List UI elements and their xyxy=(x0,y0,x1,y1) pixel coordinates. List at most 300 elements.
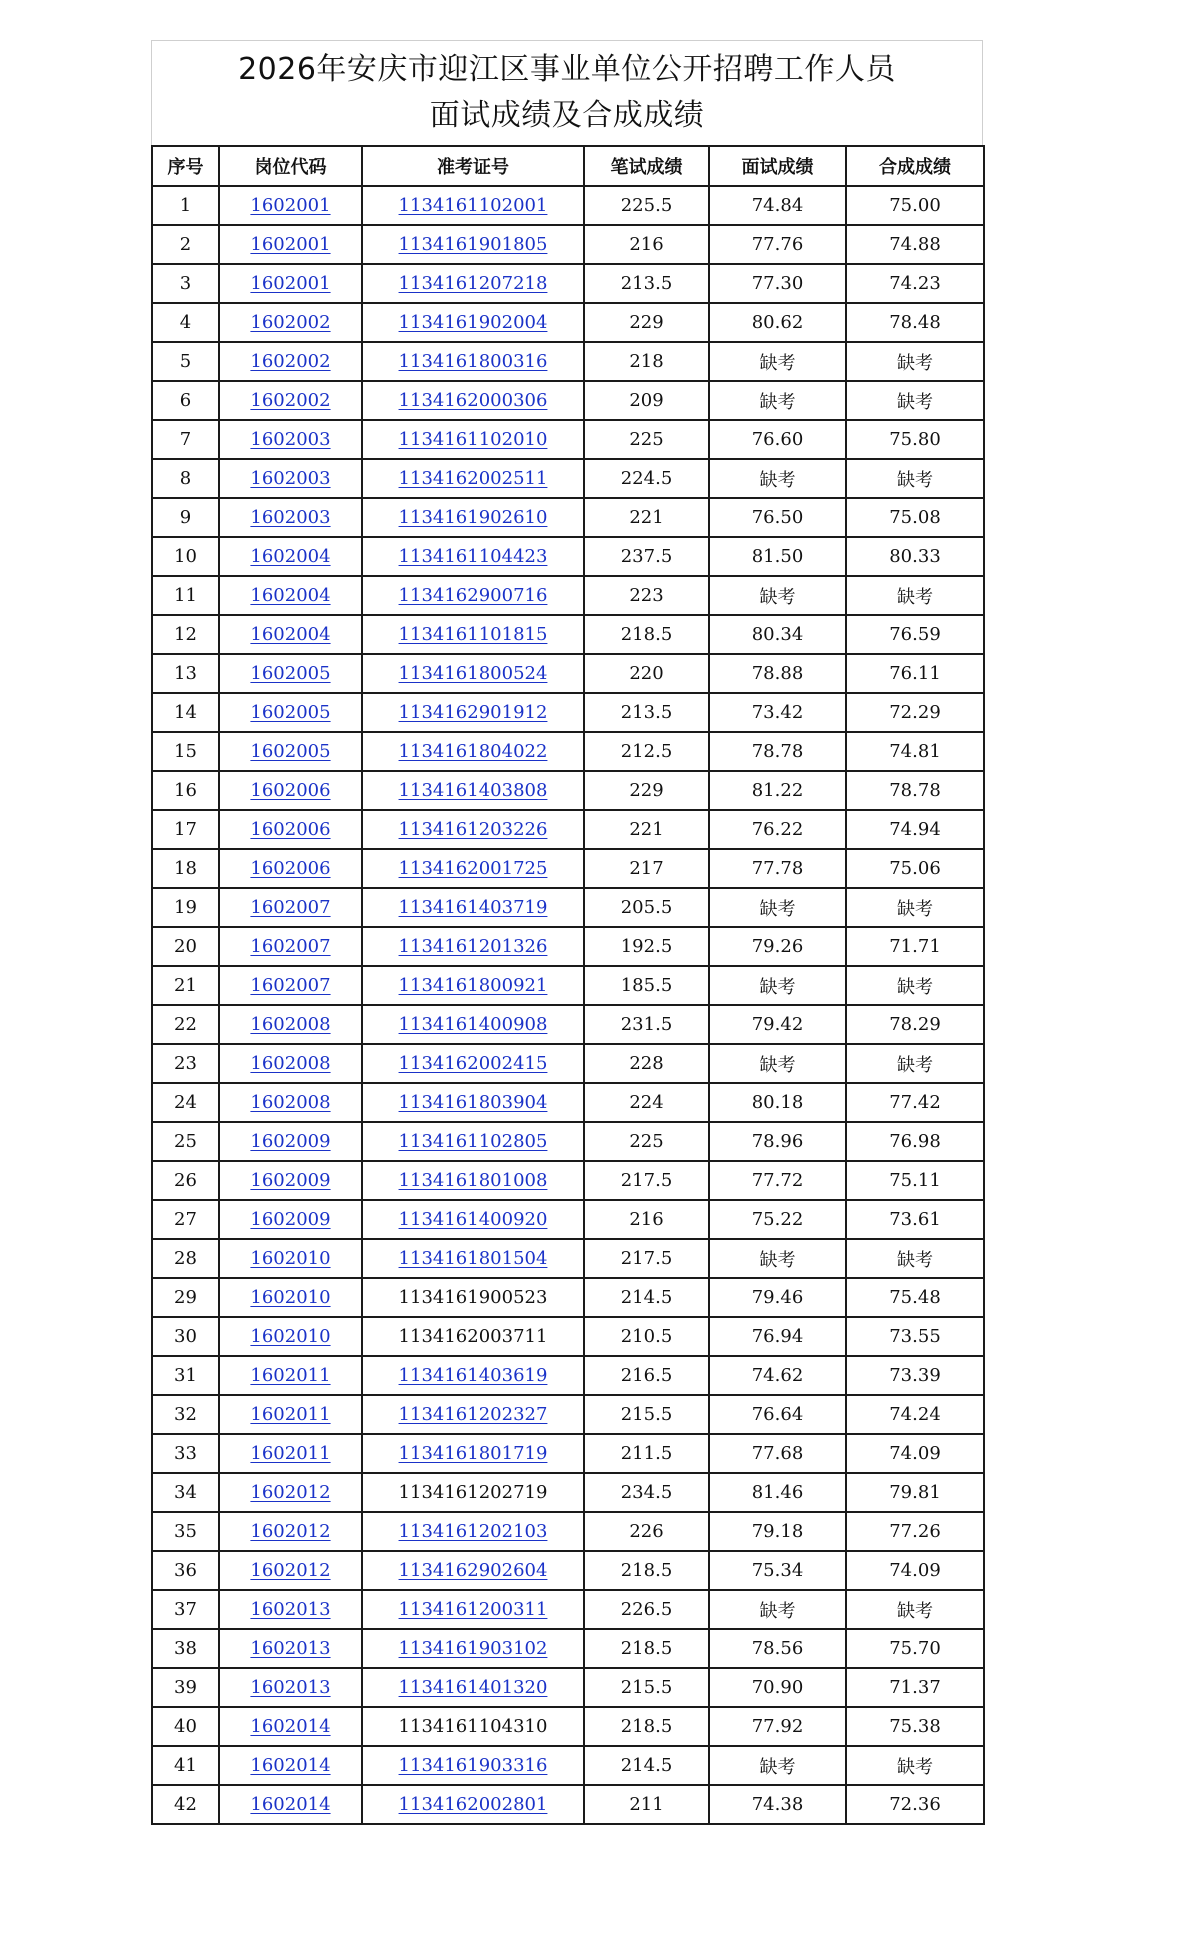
post-code-link[interactable]: 1602011 xyxy=(219,1434,362,1473)
title-line-1: 2026年安庆市迎江区事业单位公开招聘工作人员 xyxy=(238,52,896,87)
total-score-cell: 74.23 xyxy=(846,264,984,303)
total-score-cell: 76.98 xyxy=(846,1122,984,1161)
ticket-number-link[interactable]: 1134161801008 xyxy=(362,1161,584,1200)
table-row xyxy=(152,615,984,654)
serial-number-cell: 15 xyxy=(152,732,219,771)
post-code-link[interactable]: 1602012 xyxy=(219,1512,362,1551)
ticket-number-cell: 1134161104310 xyxy=(362,1707,584,1746)
written-score-cell: 225.5 xyxy=(584,186,709,225)
written-score-cell: 205.5 xyxy=(584,888,709,927)
written-score-cell: 215.5 xyxy=(584,1668,709,1707)
interview-score-cell: 76.94 xyxy=(709,1317,846,1356)
written-score-cell: 237.5 xyxy=(584,537,709,576)
written-score-cell: 228 xyxy=(584,1044,709,1083)
serial-number-cell: 41 xyxy=(152,1746,219,1785)
written-score-cell: 234.5 xyxy=(584,1473,709,1512)
total-score-cell: 缺考 xyxy=(846,1239,984,1278)
interview-score-cell: 75.34 xyxy=(709,1551,846,1590)
written-score-cell: 224 xyxy=(584,1083,709,1122)
post-code-link[interactable]: 1602008 xyxy=(219,1044,362,1083)
ticket-number-cell: 1134161900523 xyxy=(362,1278,584,1317)
written-score-cell: 217.5 xyxy=(584,1161,709,1200)
table-row xyxy=(152,1746,984,1785)
interview-score-cell: 81.22 xyxy=(709,771,846,810)
post-code-link[interactable]: 1602011 xyxy=(219,1356,362,1395)
post-code-link[interactable]: 1602006 xyxy=(219,849,362,888)
post-code-link[interactable]: 1602009 xyxy=(219,1200,362,1239)
total-score-cell: 75.48 xyxy=(846,1278,984,1317)
written-score-cell: 216 xyxy=(584,1200,709,1239)
ticket-number-cell: 1134162003711 xyxy=(362,1317,584,1356)
table-row xyxy=(152,264,984,303)
post-code-link[interactable]: 1602003 xyxy=(219,459,362,498)
written-score-cell: 226 xyxy=(584,1512,709,1551)
total-score-cell: 75.80 xyxy=(846,420,984,459)
post-code-link[interactable]: 1602014 xyxy=(219,1746,362,1785)
total-score-cell: 79.81 xyxy=(846,1473,984,1512)
interview-score-cell: 缺考 xyxy=(709,381,846,420)
table-row xyxy=(152,693,984,732)
written-score-cell: 210.5 xyxy=(584,1317,709,1356)
interview-score-cell: 缺考 xyxy=(709,888,846,927)
ticket-number-link[interactable]: 1134162901912 xyxy=(362,693,584,732)
interview-score-cell: 79.46 xyxy=(709,1278,846,1317)
ticket-number-link[interactable]: 1134162902604 xyxy=(362,1551,584,1590)
serial-number-cell: 9 xyxy=(152,498,219,537)
ticket-number-link[interactable]: 1134162002801 xyxy=(362,1785,584,1824)
interview-score-cell: 78.78 xyxy=(709,732,846,771)
written-score-cell: 229 xyxy=(584,303,709,342)
ticket-number-link[interactable]: 1134161901805 xyxy=(362,225,584,264)
serial-number-cell: 5 xyxy=(152,342,219,381)
table-row xyxy=(152,966,984,1005)
written-score-cell: 212.5 xyxy=(584,732,709,771)
table-row xyxy=(152,498,984,537)
total-score-cell: 74.88 xyxy=(846,225,984,264)
post-code-link[interactable]: 1602002 xyxy=(219,381,362,420)
serial-number-cell: 8 xyxy=(152,459,219,498)
serial-number-cell: 36 xyxy=(152,1551,219,1590)
total-score-cell: 缺考 xyxy=(846,1746,984,1785)
header-serial-number: 序号 xyxy=(152,146,219,186)
written-score-cell: 209 xyxy=(584,381,709,420)
total-score-cell: 缺考 xyxy=(846,459,984,498)
written-score-cell: 218 xyxy=(584,342,709,381)
scores-table xyxy=(151,145,985,1825)
total-score-cell: 缺考 xyxy=(846,1044,984,1083)
serial-number-cell: 35 xyxy=(152,1512,219,1551)
post-code-link[interactable]: 1602013 xyxy=(219,1590,362,1629)
post-code-link[interactable]: 1602009 xyxy=(219,1122,362,1161)
post-code-link[interactable]: 1602012 xyxy=(219,1551,362,1590)
post-code-link[interactable]: 1602006 xyxy=(219,771,362,810)
written-score-cell: 217 xyxy=(584,849,709,888)
table-row xyxy=(152,888,984,927)
table-row xyxy=(152,1551,984,1590)
header-written-score: 笔试成绩 xyxy=(584,146,709,186)
ticket-number-link[interactable]: 1134161801504 xyxy=(362,1239,584,1278)
serial-number-cell: 21 xyxy=(152,966,219,1005)
interview-score-cell: 缺考 xyxy=(709,342,846,381)
serial-number-cell: 14 xyxy=(152,693,219,732)
ticket-number-link[interactable]: 1134161903316 xyxy=(362,1746,584,1785)
total-score-cell: 72.29 xyxy=(846,693,984,732)
serial-number-cell: 2 xyxy=(152,225,219,264)
post-code-link[interactable]: 1602010 xyxy=(219,1317,362,1356)
ticket-number-link[interactable]: 1134161200311 xyxy=(362,1590,584,1629)
post-code-link[interactable]: 1602005 xyxy=(219,693,362,732)
serial-number-cell: 11 xyxy=(152,576,219,615)
table-row xyxy=(152,1239,984,1278)
interview-score-cell: 缺考 xyxy=(709,1590,846,1629)
post-code-link[interactable]: 1602013 xyxy=(219,1629,362,1668)
ticket-number-link[interactable]: 1134161102001 xyxy=(362,186,584,225)
ticket-number-link[interactable]: 1134161401320 xyxy=(362,1668,584,1707)
table-row xyxy=(152,849,984,888)
post-code-link[interactable]: 1602007 xyxy=(219,888,362,927)
interview-score-cell: 76.64 xyxy=(709,1395,846,1434)
document-title xyxy=(151,40,983,145)
total-score-cell: 74.09 xyxy=(846,1551,984,1590)
interview-score-cell: 74.38 xyxy=(709,1785,846,1824)
post-code-link[interactable]: 1602012 xyxy=(219,1473,362,1512)
table-row xyxy=(152,1005,984,1044)
written-score-cell: 218.5 xyxy=(584,615,709,654)
total-score-cell: 76.11 xyxy=(846,654,984,693)
post-code-link[interactable]: 1602004 xyxy=(219,537,362,576)
serial-number-cell: 25 xyxy=(152,1122,219,1161)
serial-number-cell: 28 xyxy=(152,1239,219,1278)
table-row xyxy=(152,927,984,966)
total-score-cell: 78.29 xyxy=(846,1005,984,1044)
post-code-link[interactable]: 1602005 xyxy=(219,732,362,771)
post-code-link[interactable]: 1602003 xyxy=(219,498,362,537)
post-code-link[interactable]: 1602005 xyxy=(219,654,362,693)
serial-number-cell: 33 xyxy=(152,1434,219,1473)
interview-score-cell: 缺考 xyxy=(709,1239,846,1278)
table-row xyxy=(152,1083,984,1122)
ticket-number-link[interactable]: 1134161800921 xyxy=(362,966,584,1005)
written-score-cell: 223 xyxy=(584,576,709,615)
written-score-cell: 217.5 xyxy=(584,1239,709,1278)
written-score-cell: 224.5 xyxy=(584,459,709,498)
ticket-number-link[interactable]: 1134161902610 xyxy=(362,498,584,537)
post-code-link[interactable]: 1602014 xyxy=(219,1707,362,1746)
total-score-cell: 74.09 xyxy=(846,1434,984,1473)
table-row xyxy=(152,1317,984,1356)
written-score-cell: 225 xyxy=(584,1122,709,1161)
ticket-number-link[interactable]: 1134161902004 xyxy=(362,303,584,342)
table-row xyxy=(152,1434,984,1473)
table-row xyxy=(152,1707,984,1746)
table-row xyxy=(152,1473,984,1512)
ticket-number-link[interactable]: 1134161403808 xyxy=(362,771,584,810)
written-score-cell: 214.5 xyxy=(584,1278,709,1317)
total-score-cell: 77.42 xyxy=(846,1083,984,1122)
total-score-cell: 76.59 xyxy=(846,615,984,654)
table-row xyxy=(152,654,984,693)
interview-score-cell: 缺考 xyxy=(709,576,846,615)
table-row xyxy=(152,1590,984,1629)
interview-score-cell: 76.50 xyxy=(709,498,846,537)
serial-number-cell: 10 xyxy=(152,537,219,576)
serial-number-cell: 13 xyxy=(152,654,219,693)
interview-score-cell: 79.18 xyxy=(709,1512,846,1551)
serial-number-cell: 3 xyxy=(152,264,219,303)
post-code-link[interactable]: 1602006 xyxy=(219,810,362,849)
ticket-number-link[interactable]: 1134161804022 xyxy=(362,732,584,771)
total-score-cell: 80.33 xyxy=(846,537,984,576)
interview-score-cell: 80.18 xyxy=(709,1083,846,1122)
table-header-row xyxy=(152,146,984,186)
table-row xyxy=(152,537,984,576)
total-score-cell: 缺考 xyxy=(846,1590,984,1629)
interview-score-cell: 78.56 xyxy=(709,1629,846,1668)
serial-number-cell: 20 xyxy=(152,927,219,966)
interview-score-cell: 80.34 xyxy=(709,615,846,654)
post-code-link[interactable]: 1602004 xyxy=(219,615,362,654)
table-body xyxy=(152,186,984,1824)
total-score-cell: 缺考 xyxy=(846,342,984,381)
serial-number-cell: 18 xyxy=(152,849,219,888)
table-row xyxy=(152,303,984,342)
interview-score-cell: 70.90 xyxy=(709,1668,846,1707)
results-document xyxy=(151,40,983,1825)
table-row xyxy=(152,576,984,615)
total-score-cell: 74.24 xyxy=(846,1395,984,1434)
serial-number-cell: 16 xyxy=(152,771,219,810)
written-score-cell: 216 xyxy=(584,225,709,264)
interview-score-cell: 77.68 xyxy=(709,1434,846,1473)
ticket-number-link[interactable]: 1134161101815 xyxy=(362,615,584,654)
post-code-link[interactable]: 1602001 xyxy=(219,264,362,303)
written-score-cell: 213.5 xyxy=(584,693,709,732)
total-score-cell: 75.11 xyxy=(846,1161,984,1200)
interview-score-cell: 81.50 xyxy=(709,537,846,576)
written-score-cell: 221 xyxy=(584,810,709,849)
table-row xyxy=(152,732,984,771)
written-score-cell: 229 xyxy=(584,771,709,810)
written-score-cell: 192.5 xyxy=(584,927,709,966)
ticket-number-link[interactable]: 1134161800524 xyxy=(362,654,584,693)
header-interview-score: 面试成绩 xyxy=(709,146,846,186)
serial-number-cell: 31 xyxy=(152,1356,219,1395)
total-score-cell: 75.08 xyxy=(846,498,984,537)
post-code-link[interactable]: 1602001 xyxy=(219,186,362,225)
written-score-cell: 218.5 xyxy=(584,1551,709,1590)
interview-score-cell: 73.42 xyxy=(709,693,846,732)
table-row xyxy=(152,810,984,849)
total-score-cell: 缺考 xyxy=(846,381,984,420)
serial-number-cell: 30 xyxy=(152,1317,219,1356)
interview-score-cell: 79.42 xyxy=(709,1005,846,1044)
written-score-cell: 220 xyxy=(584,654,709,693)
serial-number-cell: 12 xyxy=(152,615,219,654)
table-row xyxy=(152,1785,984,1824)
interview-score-cell: 74.84 xyxy=(709,186,846,225)
ticket-number-link[interactable]: 1134161203226 xyxy=(362,810,584,849)
total-score-cell: 74.94 xyxy=(846,810,984,849)
ticket-number-link[interactable]: 1134161400920 xyxy=(362,1200,584,1239)
table-row xyxy=(152,1395,984,1434)
total-score-cell: 77.26 xyxy=(846,1512,984,1551)
interview-score-cell: 80.62 xyxy=(709,303,846,342)
ticket-number-link[interactable]: 1134161400908 xyxy=(362,1005,584,1044)
table-row xyxy=(152,771,984,810)
total-score-cell: 74.81 xyxy=(846,732,984,771)
post-code-link[interactable]: 1602014 xyxy=(219,1785,362,1824)
total-score-cell: 71.71 xyxy=(846,927,984,966)
ticket-number-link[interactable]: 1134162001725 xyxy=(362,849,584,888)
ticket-number-link[interactable]: 1134161403719 xyxy=(362,888,584,927)
ticket-number-link[interactable]: 1134161201326 xyxy=(362,927,584,966)
total-score-cell: 78.78 xyxy=(846,771,984,810)
header-total-score: 合成成绩 xyxy=(846,146,984,186)
written-score-cell: 211.5 xyxy=(584,1434,709,1473)
total-score-cell: 缺考 xyxy=(846,966,984,1005)
total-score-cell: 73.61 xyxy=(846,1200,984,1239)
interview-score-cell: 77.78 xyxy=(709,849,846,888)
serial-number-cell: 40 xyxy=(152,1707,219,1746)
table-row xyxy=(152,1044,984,1083)
ticket-number-link[interactable]: 1134161202327 xyxy=(362,1395,584,1434)
ticket-number-link[interactable]: 1134161202103 xyxy=(362,1512,584,1551)
serial-number-cell: 6 xyxy=(152,381,219,420)
serial-number-cell: 39 xyxy=(152,1668,219,1707)
table-row xyxy=(152,1200,984,1239)
table-row xyxy=(152,1356,984,1395)
total-score-cell: 78.48 xyxy=(846,303,984,342)
serial-number-cell: 7 xyxy=(152,420,219,459)
header-post-code: 岗位代码 xyxy=(219,146,362,186)
total-score-cell: 缺考 xyxy=(846,888,984,927)
written-score-cell: 226.5 xyxy=(584,1590,709,1629)
written-score-cell: 214.5 xyxy=(584,1746,709,1785)
interview-score-cell: 75.22 xyxy=(709,1200,846,1239)
serial-number-cell: 27 xyxy=(152,1200,219,1239)
serial-number-cell: 26 xyxy=(152,1161,219,1200)
post-code-link[interactable]: 1602004 xyxy=(219,576,362,615)
written-score-cell: 216.5 xyxy=(584,1356,709,1395)
written-score-cell: 231.5 xyxy=(584,1005,709,1044)
interview-score-cell: 77.92 xyxy=(709,1707,846,1746)
total-score-cell: 75.38 xyxy=(846,1707,984,1746)
written-score-cell: 211 xyxy=(584,1785,709,1824)
post-code-link[interactable]: 1602008 xyxy=(219,1005,362,1044)
table-row xyxy=(152,342,984,381)
title-line-2: 面试成绩及合成成绩 xyxy=(429,98,705,133)
interview-score-cell: 76.60 xyxy=(709,420,846,459)
post-code-link[interactable]: 1602013 xyxy=(219,1668,362,1707)
interview-score-cell: 77.30 xyxy=(709,264,846,303)
table-row xyxy=(152,225,984,264)
table-row xyxy=(152,1122,984,1161)
interview-score-cell: 74.62 xyxy=(709,1356,846,1395)
written-score-cell: 221 xyxy=(584,498,709,537)
header-ticket-number: 准考证号 xyxy=(362,146,584,186)
total-score-cell: 73.55 xyxy=(846,1317,984,1356)
total-score-cell: 75.70 xyxy=(846,1629,984,1668)
ticket-number-link[interactable]: 1134161903102 xyxy=(362,1629,584,1668)
ticket-number-link[interactable]: 1134161403619 xyxy=(362,1356,584,1395)
interview-score-cell: 79.26 xyxy=(709,927,846,966)
interview-score-cell: 81.46 xyxy=(709,1473,846,1512)
serial-number-cell: 17 xyxy=(152,810,219,849)
serial-number-cell: 34 xyxy=(152,1473,219,1512)
post-code-link[interactable]: 1602002 xyxy=(219,342,362,381)
serial-number-cell: 1 xyxy=(152,186,219,225)
interview-score-cell: 76.22 xyxy=(709,810,846,849)
ticket-number-link[interactable]: 1134162900716 xyxy=(362,576,584,615)
post-code-link[interactable]: 1602003 xyxy=(219,420,362,459)
serial-number-cell: 29 xyxy=(152,1278,219,1317)
serial-number-cell: 24 xyxy=(152,1083,219,1122)
total-score-cell: 缺考 xyxy=(846,576,984,615)
table-row xyxy=(152,1668,984,1707)
written-score-cell: 218.5 xyxy=(584,1707,709,1746)
ticket-number-link[interactable]: 1134161102010 xyxy=(362,420,584,459)
post-code-link[interactable]: 1602009 xyxy=(219,1161,362,1200)
ticket-number-link[interactable]: 1134161102805 xyxy=(362,1122,584,1161)
ticket-number-cell: 1134161202719 xyxy=(362,1473,584,1512)
ticket-number-link[interactable]: 1134162002511 xyxy=(362,459,584,498)
table-row xyxy=(152,1512,984,1551)
post-code-link[interactable]: 1602002 xyxy=(219,303,362,342)
interview-score-cell: 缺考 xyxy=(709,1044,846,1083)
total-score-cell: 72.36 xyxy=(846,1785,984,1824)
ticket-number-link[interactable]: 1134161800316 xyxy=(362,342,584,381)
post-code-link[interactable]: 1602010 xyxy=(219,1278,362,1317)
ticket-number-link[interactable]: 1134162002415 xyxy=(362,1044,584,1083)
post-code-link[interactable]: 1602007 xyxy=(219,927,362,966)
serial-number-cell: 4 xyxy=(152,303,219,342)
serial-number-cell: 42 xyxy=(152,1785,219,1824)
table-row xyxy=(152,381,984,420)
table-row xyxy=(152,1629,984,1668)
written-score-cell: 225 xyxy=(584,420,709,459)
table-row xyxy=(152,186,984,225)
interview-score-cell: 缺考 xyxy=(709,459,846,498)
post-code-link[interactable]: 1602010 xyxy=(219,1239,362,1278)
post-code-link[interactable]: 1602008 xyxy=(219,1083,362,1122)
post-code-link[interactable]: 1602001 xyxy=(219,225,362,264)
ticket-number-link[interactable]: 1134162000306 xyxy=(362,381,584,420)
post-code-link[interactable]: 1602011 xyxy=(219,1395,362,1434)
interview-score-cell: 78.96 xyxy=(709,1122,846,1161)
table-row xyxy=(152,1278,984,1317)
written-score-cell: 213.5 xyxy=(584,264,709,303)
total-score-cell: 73.39 xyxy=(846,1356,984,1395)
interview-score-cell: 缺考 xyxy=(709,1746,846,1785)
serial-number-cell: 32 xyxy=(152,1395,219,1434)
table-row xyxy=(152,459,984,498)
interview-score-cell: 缺考 xyxy=(709,966,846,1005)
interview-score-cell: 77.72 xyxy=(709,1161,846,1200)
table-row xyxy=(152,1161,984,1200)
ticket-number-link[interactable]: 1134161104423 xyxy=(362,537,584,576)
post-code-link[interactable]: 1602007 xyxy=(219,966,362,1005)
ticket-number-link[interactable]: 1134161801719 xyxy=(362,1434,584,1473)
table-row xyxy=(152,420,984,459)
serial-number-cell: 19 xyxy=(152,888,219,927)
total-score-cell: 71.37 xyxy=(846,1668,984,1707)
total-score-cell: 75.06 xyxy=(846,849,984,888)
serial-number-cell: 37 xyxy=(152,1590,219,1629)
written-score-cell: 185.5 xyxy=(584,966,709,1005)
ticket-number-link[interactable]: 1134161803904 xyxy=(362,1083,584,1122)
written-score-cell: 215.5 xyxy=(584,1395,709,1434)
ticket-number-link[interactable]: 1134161207218 xyxy=(362,264,584,303)
